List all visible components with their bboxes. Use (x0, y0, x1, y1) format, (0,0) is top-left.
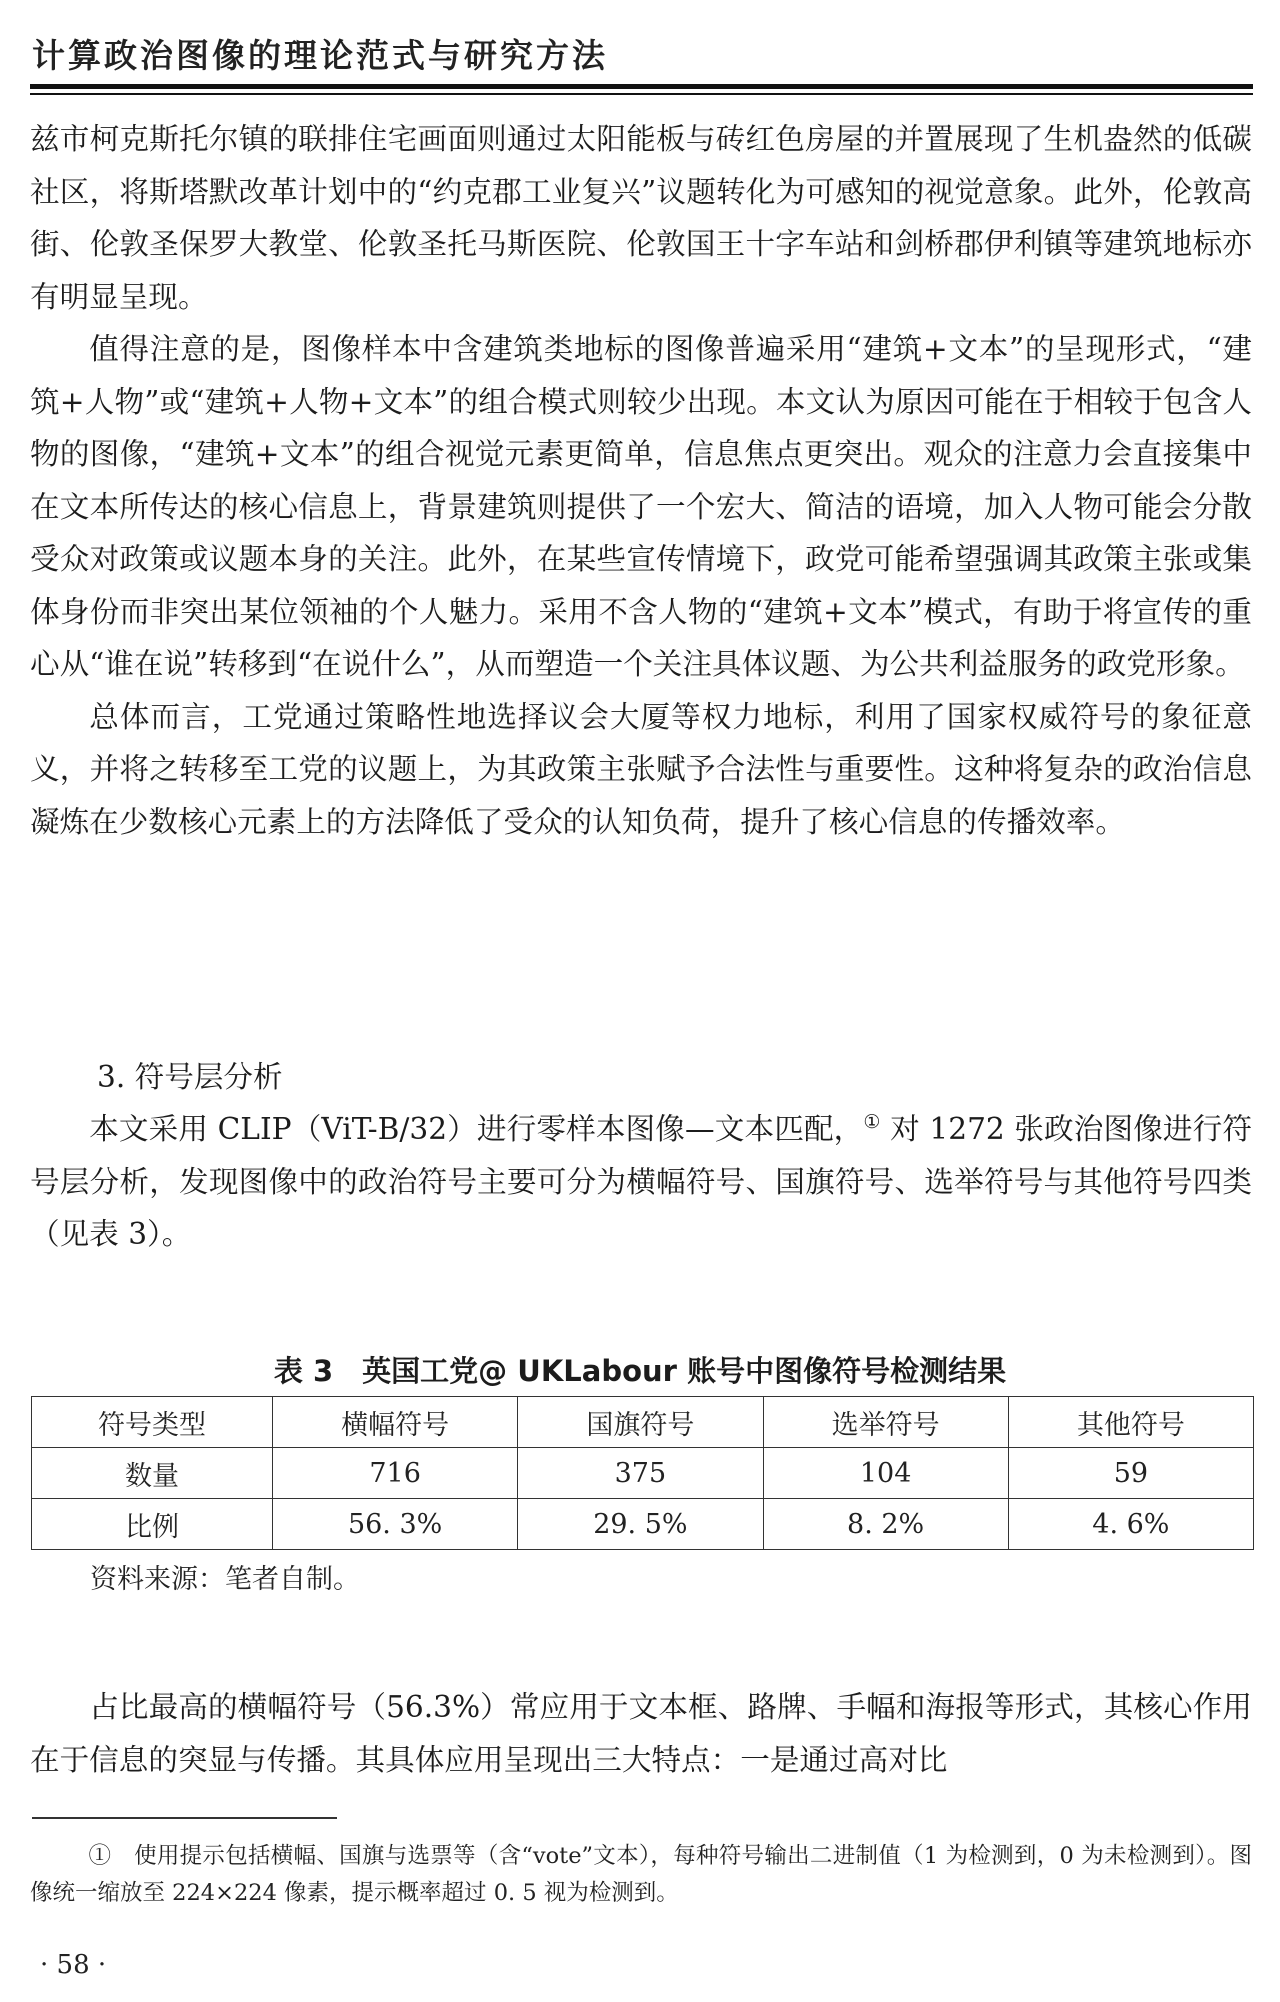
paragraph-2: 值得注意的是，图像样本中含建筑类地标的图像普遍采用“建筑+文本”的呈现形式，“建筑+人物”或“建筑+人物+文本”的组合模式则较少出现。本文认为原因可能在于相较于包含人物的图像，“建筑+文本”的组合视觉元素更简单，信息焦点更突出。观众的注意力会直接集中在文本所传达的核心信息上，背景建筑则提供了一个宏大、简洁的语境，加入人物可能会分散受众对政策或议题本身的关注。此外，在某些宣传情境下，政党可能希望强调其政策主张或集体身份而非突出某位领袖的个人魅力。采用不含人物的“建筑+文本”模式，有助于将宣传的重心从“谁在说”转移到“在说什么”，从而塑造一个关注具体议题、为公共利益服务的政党形象。 (30, 332, 1252, 681)
table-cell: 104 (763, 1448, 1008, 1499)
table-cell: 716 (273, 1448, 518, 1499)
table-cell: 数量 (32, 1448, 273, 1499)
paragraph-3: 总体而言，工党通过策略性地选择议会大厦等权力地标，利用了国家权威符号的象征意义，并将之转移至工党的议题上，为其政策主张赋予合法性与重要性。这种将复杂的政治信息凝炼在少数核心元素上的方法降低了受众的认知负荷，提升了核心信息的传播效率。 (30, 699, 1252, 839)
paragraph-4 (30, 1103, 1252, 1261)
table-cell: 56. 3% (273, 1499, 518, 1550)
table-title: 表 3 英国工党@ UKLabour 账号中图像符号检测结果 (273, 1354, 1007, 1388)
section-heading: 3. 符号层分析 (97, 1060, 283, 1094)
paragraph-4-text-a: 本文采用 CLIP（ViT-B/32）进行零样本图像—文本匹配， (89, 1112, 864, 1146)
running-title: 计算政治图像的理论范式与研究方法 (32, 36, 608, 75)
table-cell: 29. 5% (518, 1499, 763, 1550)
symbol-detection-table (31, 1396, 1254, 1550)
header-rule-thick (30, 84, 1253, 89)
table-header-cell: 符号类型 (32, 1397, 273, 1448)
table-cell: 比例 (32, 1499, 273, 1550)
footnote-reference[interactable]: ① (863, 1111, 881, 1134)
body-lower (30, 1681, 1252, 1786)
table-cell: 375 (518, 1448, 763, 1499)
header-rule-thin (30, 93, 1253, 95)
body-upper (30, 113, 1252, 848)
page-number: · 58 · (40, 1950, 107, 1980)
footnote: ① 使用提示包括横幅、国旗与选票等（含“vote”文本），每种符号输出二进制值（1 为检测到，0 为未检测到）。图像统一缩放至 224×224 像素，提示概率超过 0. 5 视为检测到。 (30, 1843, 1252, 1906)
footnote-rule (32, 1817, 337, 1819)
table-header-cell: 国旗符号 (518, 1397, 763, 1448)
paragraph-5: 占比最高的横幅符号（56.3%）常应用于文本框、路牌、手幅和海报等形式，其核心作用在于信息的突显与传播。其具体应用呈现出三大特点：一是通过高对比 (30, 1690, 1252, 1777)
table-header-row (32, 1397, 1254, 1448)
paragraph-1: 兹市柯克斯托尔镇的联排住宅画面则通过太阳能板与砖红色房屋的并置展现了生机盎然的低碳社区，将斯塔默改革计划中的“约克郡工业复兴”议题转化为可感知的视觉意象。此外，伦敦高街、伦敦圣保罗大教堂、伦敦圣托马斯医院、伦敦国王十字车站和剑桥郡伊利镇等建筑地标亦有明显呈现。 (30, 122, 1252, 314)
table-header-cell: 横幅符号 (273, 1397, 518, 1448)
table-cell: 8. 2% (763, 1499, 1008, 1550)
table-cell: 4. 6% (1008, 1499, 1253, 1550)
table-cell: 59 (1008, 1448, 1253, 1499)
table-row (32, 1499, 1254, 1550)
table-header-cell: 其他符号 (1008, 1397, 1253, 1448)
table-row (32, 1448, 1254, 1499)
body-middle (30, 1103, 1252, 1261)
table-source-note: 资料来源：笔者自制。 (90, 1564, 360, 1595)
paragraph-4-text-b: 对 1272 张政治图像进行符号层分析，发现图像中的政治符号主要可分为横幅符号、国旗符号、选举符号与其他符号四类（见表 3）。 (30, 1112, 1252, 1251)
table-header-cell: 选举符号 (763, 1397, 1008, 1448)
